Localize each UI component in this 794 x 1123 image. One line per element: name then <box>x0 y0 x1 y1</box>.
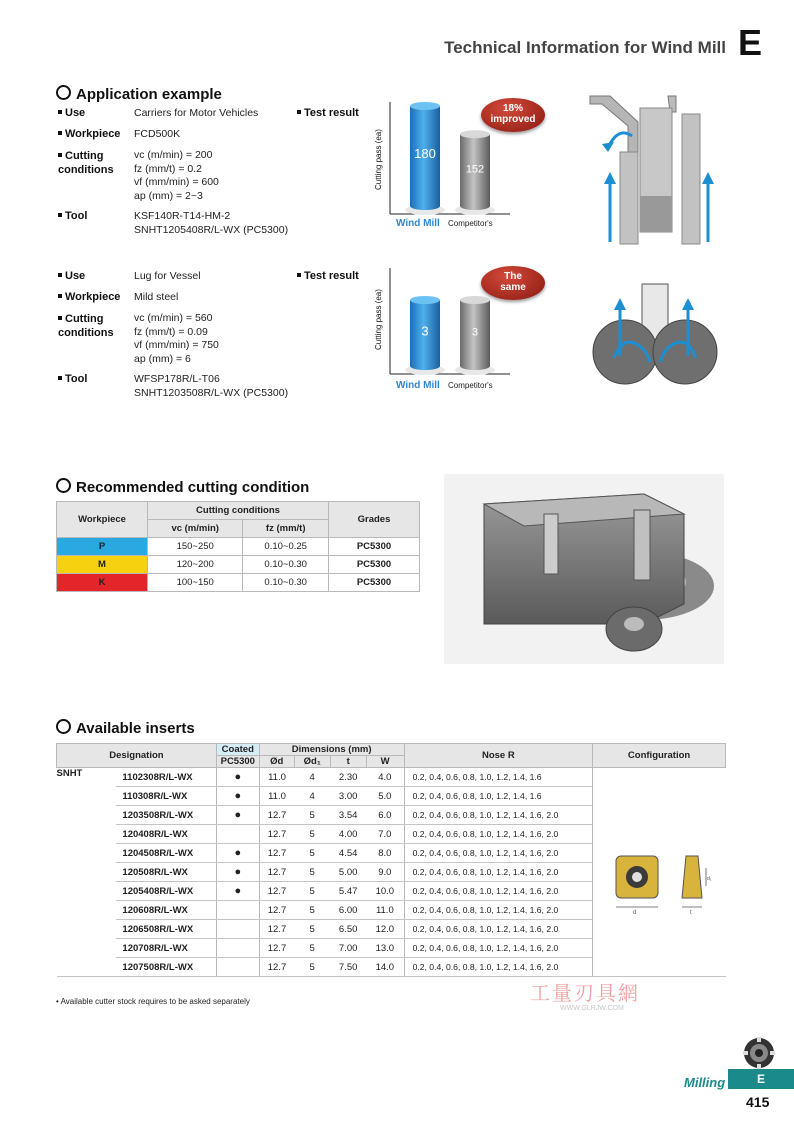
t-cell: 6.50 <box>330 920 366 939</box>
page-number: 415 <box>746 1094 770 1110</box>
coated-cell: ● <box>216 844 259 863</box>
bar-value-label: 3 <box>471 326 479 339</box>
family-cell <box>57 882 117 901</box>
col-nose-r: Nose R <box>404 744 593 768</box>
nose-cell: 0.2, 0.4, 0.6, 0.8, 1.0, 1.2, 1.4, 1.6, 2.0 <box>404 920 593 939</box>
watermark-url: WWW.GLRJW.COM <box>560 1005 624 1012</box>
d-cell: 11.0 <box>259 787 294 806</box>
col-coated: Coated <box>216 744 259 756</box>
use-value: Lug for Vessel <box>134 270 201 282</box>
d1-cell: 5 <box>294 958 330 977</box>
col-t: t <box>330 756 366 768</box>
d1-cell: 5 <box>294 806 330 825</box>
available-inserts-title: Available inserts <box>56 718 195 737</box>
coated-cell <box>216 939 259 958</box>
watermark-text: 工量刃具網 <box>530 983 640 1005</box>
cutting-conditions-label: Cutting conditions <box>58 149 128 177</box>
family-cell <box>57 939 117 958</box>
d1-cell: 5 <box>294 825 330 844</box>
bar-competitor <box>455 130 495 215</box>
name-cell: 120408R/L-WX <box>116 825 216 844</box>
name-cell: 120708R/L-WX <box>116 939 216 958</box>
family-cell <box>57 787 117 806</box>
w-cell: 14.0 <box>366 958 404 977</box>
col-grades: Grades <box>329 502 420 538</box>
d1-cell: 5 <box>294 901 330 920</box>
nose-cell: 0.2, 0.4, 0.6, 0.8, 1.0, 1.2, 1.4, 1.6, 2.0 <box>404 806 593 825</box>
coated-cell: ● <box>216 768 259 787</box>
chart-y-axis-label: Cutting pass (ea) <box>374 129 383 190</box>
t-cell: 5.47 <box>330 882 366 901</box>
workpiece-value: Mild steel <box>134 291 179 303</box>
col-configuration: Configuration <box>593 744 726 768</box>
chart-category-competitor: Competitor's <box>448 219 493 228</box>
recommended-cutting-table <box>56 501 420 592</box>
fz-cell: 0.10~0.25 <box>243 538 329 556</box>
col-d1: Ød₁ <box>294 756 330 768</box>
col-cutting-conditions: Cutting conditions <box>148 502 329 520</box>
t-cell: 5.00 <box>330 863 366 882</box>
family-cell <box>57 863 117 882</box>
arrow-circle-icon <box>56 478 71 493</box>
nose-cell: 0.2, 0.4, 0.6, 0.8, 1.0, 1.2, 1.4, 1.6, 2.0 <box>404 825 593 844</box>
vc-cell: 150~250 <box>148 538 243 556</box>
family-cell <box>57 958 117 977</box>
col-designation: Designation <box>57 744 217 768</box>
name-cell: 120608R/L-WX <box>116 901 216 920</box>
name-cell: 1204508R/L-WX <box>116 844 216 863</box>
coated-cell <box>216 958 259 977</box>
w-cell: 5.0 <box>366 787 404 806</box>
page-header-title: Technical Information for Wind Mill <box>444 38 726 57</box>
d-cell: 12.7 <box>259 806 294 825</box>
bar-value-label: 152 <box>465 163 485 176</box>
d1-cell: 5 <box>294 863 330 882</box>
d-cell: 12.7 <box>259 939 294 958</box>
use-label: Use <box>58 107 85 119</box>
coated-cell: ● <box>216 787 259 806</box>
tool-label: Tool <box>58 210 87 222</box>
family-cell <box>57 901 117 920</box>
insert-row <box>57 768 726 787</box>
d-cell: 12.7 <box>259 920 294 939</box>
col-workpiece: Workpiece <box>57 502 148 538</box>
name-cell: 1206508R/L-WX <box>116 920 216 939</box>
t-cell: 6.00 <box>330 901 366 920</box>
tool-label: Tool <box>58 373 87 385</box>
cutter-photo <box>444 474 724 664</box>
chart-category-competitor: Competitor's <box>448 381 493 390</box>
test-result-label: Test result <box>297 270 359 282</box>
section-tab: E <box>728 1069 794 1089</box>
svg-text:d₁: d₁ <box>707 876 712 882</box>
col-w: W <box>366 756 404 768</box>
result-badge-2: The same <box>481 266 545 300</box>
w-cell: 10.0 <box>366 882 404 901</box>
chart-category-wind-mill: Wind Mill <box>396 218 440 229</box>
name-cell: 110308R/L-WX <box>116 787 216 806</box>
col-fz: fz (mm/t) <box>243 520 329 538</box>
wp-cell: M <box>57 556 148 574</box>
fz-cell: 0.10~0.30 <box>243 574 329 592</box>
nose-cell: 0.2, 0.4, 0.6, 0.8, 1.0, 1.2, 1.4, 1.6, 2.0 <box>404 958 593 977</box>
w-cell: 11.0 <box>366 901 404 920</box>
family-cell: SNHT <box>56 768 83 779</box>
d1-cell: 4 <box>294 787 330 806</box>
use-label: Use <box>58 270 85 282</box>
col-dimensions: Dimensions (mm) <box>259 744 404 756</box>
col-d: Ød <box>259 756 294 768</box>
family-cell <box>57 806 117 825</box>
workpiece-label: Workpiece <box>58 128 120 140</box>
milling-illustration-2 <box>590 282 720 392</box>
name-cell: 1207508R/L-WX <box>116 958 216 977</box>
insert-configuration-drawing <box>612 852 712 916</box>
vc-cell: 100~150 <box>148 574 243 592</box>
d-cell: 12.7 <box>259 882 294 901</box>
application-example-title: Application example <box>56 84 222 103</box>
footnote: • Available cutter stock requires to be asked separately <box>56 997 250 1006</box>
d1-cell: 5 <box>294 844 330 863</box>
w-cell: 4.0 <box>366 768 404 787</box>
name-cell: 1102308R/L-WX <box>116 768 216 787</box>
bar-value-label: 3 <box>421 323 429 339</box>
d-cell: 12.7 <box>259 844 294 863</box>
nose-cell: 0.2, 0.4, 0.6, 0.8, 1.0, 1.2, 1.4, 1.6 <box>404 787 593 806</box>
bar-value-label: 180 <box>414 146 436 161</box>
recommended-row <box>57 556 420 574</box>
recommended-cutting-title: Recommended cutting condition <box>56 477 309 496</box>
bar-wind-mill <box>405 102 445 215</box>
d1-cell: 5 <box>294 939 330 958</box>
w-cell: 7.0 <box>366 825 404 844</box>
d-cell: 12.7 <box>259 825 294 844</box>
bar-wind-mill <box>405 296 445 375</box>
t-cell: 3.54 <box>330 806 366 825</box>
arrow-circle-icon <box>56 719 71 734</box>
cutting-conditions-list: vc (m/min) = 200 fz (mm/t) = 0.2 vf (mm/min) = 600 ap (mm) = 2~3 <box>134 149 219 202</box>
chart-category-wind-mill: Wind Mill <box>396 380 440 391</box>
d-cell: 12.7 <box>259 863 294 882</box>
grade-cell: PC5300 <box>329 556 420 574</box>
t-cell: 4.00 <box>330 825 366 844</box>
d-cell: 11.0 <box>259 768 294 787</box>
use-value: Carriers for Motor Vehicles <box>134 107 259 119</box>
test-result-label: Test result <box>297 107 359 119</box>
section-name: Milling <box>684 1075 726 1090</box>
cutting-conditions-label: Cutting conditions <box>58 312 128 340</box>
svg-text:t: t <box>690 910 692 916</box>
svg-text:d: d <box>633 910 637 916</box>
d1-cell: 5 <box>294 882 330 901</box>
wp-cell: P <box>57 538 148 556</box>
t-cell: 7.50 <box>330 958 366 977</box>
nose-cell: 0.2, 0.4, 0.6, 0.8, 1.0, 1.2, 1.4, 1.6, 2.0 <box>404 939 593 958</box>
coated-cell: ● <box>216 882 259 901</box>
nose-cell: 0.2, 0.4, 0.6, 0.8, 1.0, 1.2, 1.4, 1.6, 2.0 <box>404 863 593 882</box>
d-cell: 12.7 <box>259 901 294 920</box>
nose-cell: 0.2, 0.4, 0.6, 0.8, 1.0, 1.2, 1.4, 1.6, 2.0 <box>404 882 593 901</box>
milling-cutter-icon <box>742 1036 776 1070</box>
family-cell <box>57 920 117 939</box>
coated-cell <box>216 901 259 920</box>
col-pc5300: PC5300 <box>216 756 259 768</box>
recommended-row <box>57 538 420 556</box>
w-cell: 8.0 <box>366 844 404 863</box>
section-letter: E <box>737 22 762 63</box>
t-cell: 7.00 <box>330 939 366 958</box>
wp-cell: K <box>57 574 148 592</box>
tool-list: KSF140R-T14-HM-2 SNHT1205408R/L-WX (PC5300) <box>134 210 289 236</box>
fz-cell: 0.10~0.30 <box>243 556 329 574</box>
recommended-row <box>57 574 420 592</box>
vc-cell: 120~200 <box>148 556 243 574</box>
w-cell: 13.0 <box>366 939 404 958</box>
coated-cell <box>216 920 259 939</box>
nose-cell: 0.2, 0.4, 0.6, 0.8, 1.0, 1.2, 1.4, 1.6, 2.0 <box>404 844 593 863</box>
nose-cell: 0.2, 0.4, 0.6, 0.8, 1.0, 1.2, 1.4, 1.6, 2.0 <box>404 901 593 920</box>
name-cell: 120508R/L-WX <box>116 863 216 882</box>
workpiece-value: FCD500K <box>134 128 181 140</box>
w-cell: 12.0 <box>366 920 404 939</box>
tool-list: WFSP178R/L-T06 SNHT1203508R/L-WX (PC5300) <box>134 373 289 399</box>
coated-cell: ● <box>216 863 259 882</box>
t-cell: 4.54 <box>330 844 366 863</box>
grade-cell: PC5300 <box>329 574 420 592</box>
w-cell: 6.0 <box>366 806 404 825</box>
w-cell: 9.0 <box>366 863 404 882</box>
milling-illustration-1 <box>588 92 718 247</box>
workpiece-label: Workpiece <box>58 291 120 303</box>
col-vc: vc (m/min) <box>148 520 243 538</box>
d1-cell: 4 <box>294 768 330 787</box>
t-cell: 3.00 <box>330 787 366 806</box>
name-cell: 1205408R/L-WX <box>116 882 216 901</box>
d-cell: 12.7 <box>259 958 294 977</box>
family-cell <box>57 825 117 844</box>
d1-cell: 5 <box>294 920 330 939</box>
nose-cell: 0.2, 0.4, 0.6, 0.8, 1.0, 1.2, 1.4, 1.6 <box>404 768 593 787</box>
chart-y-axis-label: Cutting pass (ea) <box>374 289 383 350</box>
grade-cell: PC5300 <box>329 538 420 556</box>
result-badge-1: 18% improved <box>481 98 545 132</box>
name-cell: 1203508R/L-WX <box>116 806 216 825</box>
coated-cell: ● <box>216 806 259 825</box>
bar-competitor <box>455 296 495 375</box>
coated-cell <box>216 825 259 844</box>
t-cell: 2.30 <box>330 768 366 787</box>
family-cell <box>57 844 117 863</box>
arrow-circle-icon <box>56 85 71 100</box>
cutting-conditions-list: vc (m/min) = 560 fz (mm/t) = 0.09 vf (mm/min) = 750 ap (mm) = 6 <box>134 312 219 365</box>
